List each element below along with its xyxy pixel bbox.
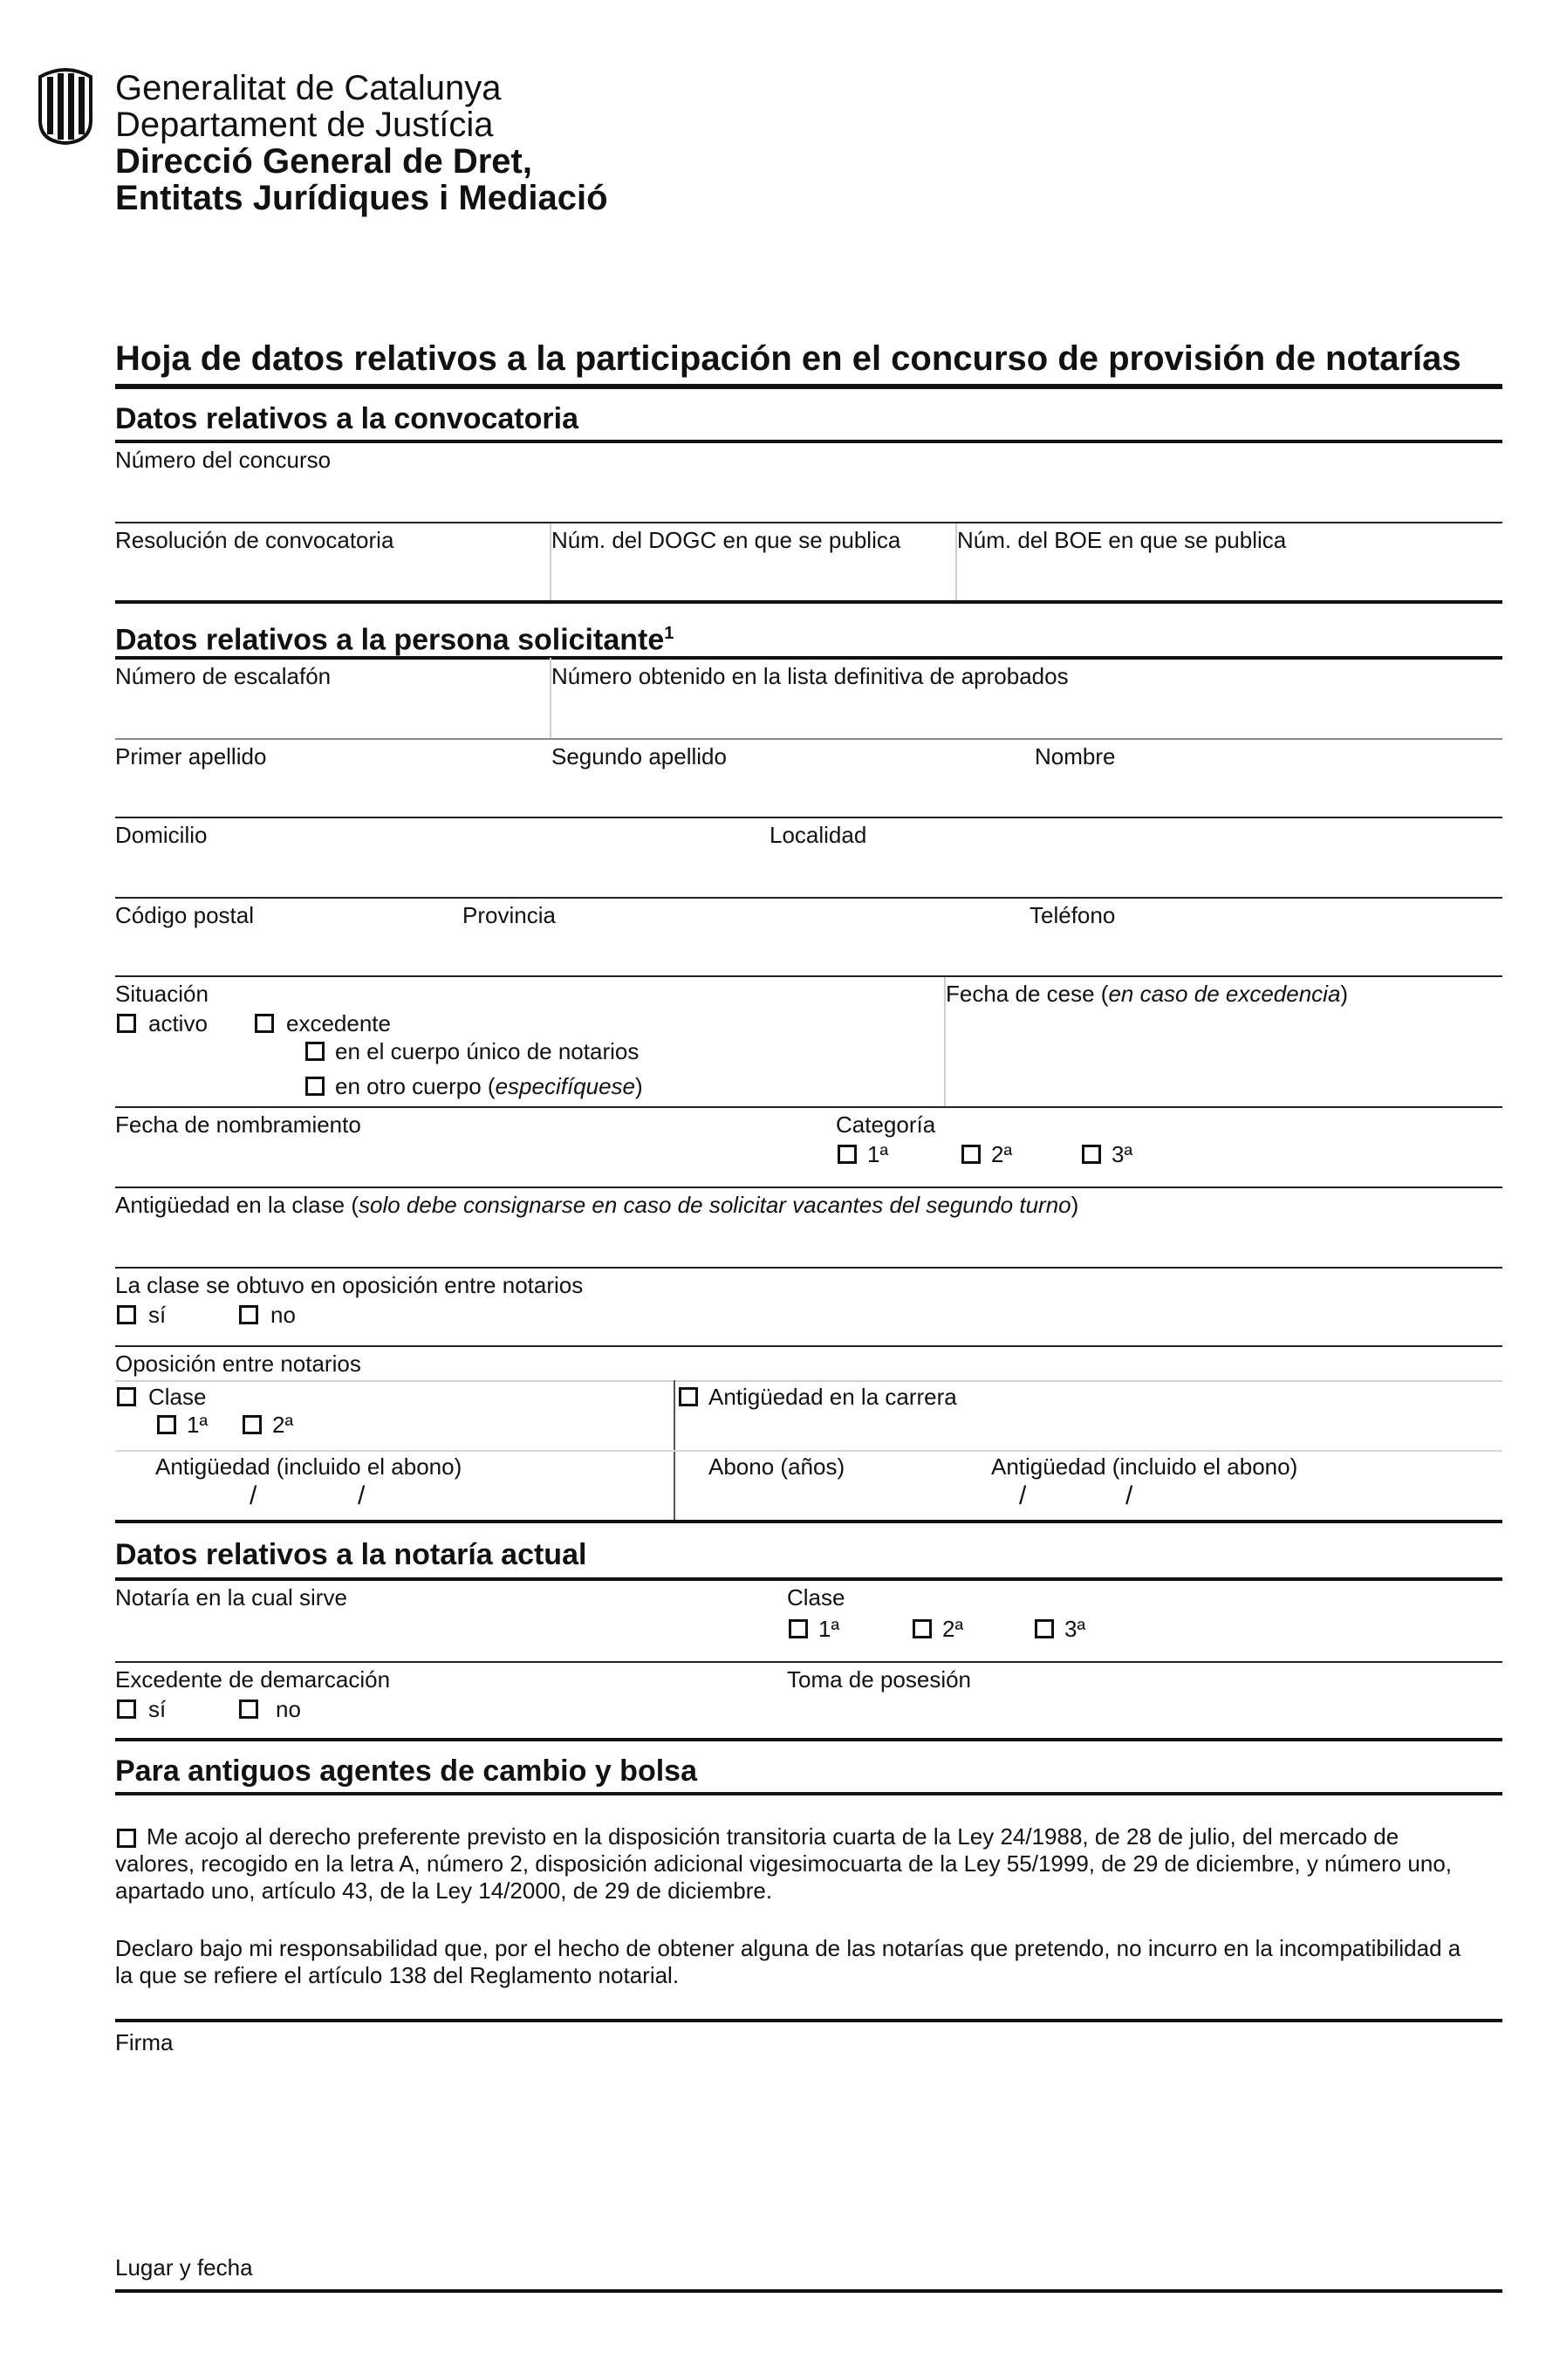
section-rule (115, 2019, 1502, 2022)
provincia-label: Provincia (462, 902, 556, 928)
resolucion-label: Resolución de convocatoria (115, 527, 394, 553)
numero-lista-label: Número obtenido en la lista definitiva de aprobados (551, 663, 1069, 689)
cuerpo-unico-label: en el cuerpo único de notarios (335, 1038, 640, 1064)
date-slash: / (1019, 1481, 1027, 1510)
field-divider (115, 897, 1502, 899)
nombre-label: Nombre (1035, 743, 1116, 769)
excedente-si-checkbox[interactable] (117, 1700, 136, 1719)
antiguedad-abono-label: Antigüedad (incluido el abono) (155, 1453, 462, 1480)
categoria-label: Categoría (836, 1111, 936, 1138)
field-divider (115, 1345, 1502, 1347)
categoria-2-label: 2ª (991, 1141, 1013, 1167)
primer-apellido-label: Primer apellido (115, 743, 267, 769)
header-line-1: Generalitat de Catalunya (115, 69, 502, 107)
field-divider (115, 1661, 1502, 1663)
field-divider (115, 1106, 1502, 1108)
numero-concurso-label: Número del concurso (115, 447, 332, 473)
fecha-cese-label: Fecha de cese (en caso de excedencia) (946, 981, 1349, 1007)
section-convocatoria-heading: Datos relativos a la convocatoria (115, 402, 578, 435)
oposicion-no-checkbox[interactable] (239, 1305, 258, 1324)
clase-label: Clase (148, 1384, 207, 1410)
section-rule (115, 656, 1502, 660)
activo-checkbox[interactable] (117, 1014, 136, 1033)
abono-anos-label: Abono (años) (708, 1453, 845, 1480)
acojo-text: Me acojo al derecho preferente previsto en la disposición transitoria cuarta de la Ley 24/1988, de 28 de julio, del mercado de valores, recogido en la letra A, número 2, disposición adicional vigesimocuarta de la Ley 55/1999, de 29 de diciembre, y número uno, apartado uno, artículo 43, de la Ley 14/2000, de 29 de diciembre. (115, 1823, 1453, 1904)
notaria-clase-1-label: 1ª (818, 1616, 840, 1642)
notaria-clase-2-checkbox[interactable] (913, 1619, 932, 1638)
field-divider (115, 522, 1502, 523)
excedente-no-checkbox[interactable] (239, 1700, 258, 1719)
clase-1-checkbox[interactable] (157, 1415, 176, 1434)
antiguedad-clase-note: solo debe consignarse en caso de solicitar vacantes del segundo turno (358, 1192, 1071, 1218)
field-divider (115, 1187, 1502, 1188)
boe-label: Núm. del BOE en que se publica (957, 527, 1287, 553)
lugar-fecha-label: Lugar y fecha (115, 2254, 253, 2281)
cuerpo-unico-checkbox[interactable] (305, 1042, 325, 1061)
notaria-clase-3-checkbox[interactable] (1035, 1619, 1054, 1638)
notaria-sirve-label: Notaría en la cual sirve (115, 1584, 347, 1611)
oposicion-si-checkbox[interactable] (117, 1305, 136, 1324)
field-divider (115, 817, 1502, 818)
excedente-no-label: no (276, 1696, 301, 1722)
clase-checkbox[interactable] (117, 1387, 136, 1406)
excedente-demarcacion-label: Excedente de demarcación (115, 1666, 391, 1693)
excedente-checkbox[interactable] (255, 1014, 274, 1033)
section-notaria-heading: Datos relativos a la notaría actual (115, 1538, 587, 1571)
toma-posesion-label: Toma de posesión (787, 1666, 972, 1693)
antiguedad-carrera-label: Antigüedad en la carrera (708, 1384, 957, 1410)
notaria-clase-label: Clase (787, 1584, 845, 1611)
title-rule (115, 384, 1502, 389)
situacion-label: Situación (115, 981, 209, 1007)
clase-2-label: 2ª (272, 1412, 294, 1438)
otro-cuerpo-label: en otro cuerpo (especifíquese) (335, 1073, 643, 1099)
section-agentes-heading: Para antiguos agentes de cambio y bolsa (115, 1754, 697, 1788)
clase-2-checkbox[interactable] (243, 1415, 262, 1434)
oposicion-notarios-label: Oposición entre notarios (115, 1351, 361, 1377)
categoria-3-label: 3ª (1112, 1141, 1133, 1167)
escalafon-label: Número de escalafón (115, 663, 332, 689)
antiguedad-abono-2-label: Antigüedad (incluido el abono) (991, 1453, 1298, 1480)
footnote-mark: 1 (664, 624, 674, 643)
firma-label: Firma (115, 2029, 174, 2055)
field-divider (115, 1267, 1502, 1269)
bottom-rule (115, 2289, 1502, 2293)
section-rule (115, 600, 1502, 604)
section-solicitante-heading: Datos relativos a la persona solicitante$^1$ (115, 623, 674, 657)
notaria-clase-1-checkbox[interactable] (789, 1619, 808, 1638)
section-rule (115, 1792, 1502, 1795)
dogc-label: Núm. del DOGC en que se publica (551, 527, 901, 553)
notaria-clase-3-label: 3ª (1064, 1616, 1086, 1642)
codigo-postal-label: Código postal (115, 902, 254, 928)
field-divider (115, 1450, 1502, 1452)
page-title: Hoja de datos relativos a la participación en el concurso de provisión de notarías (115, 339, 1461, 378)
telefono-label: Teléfono (1030, 902, 1116, 928)
generalitat-logo (35, 68, 96, 145)
categoria-2-checkbox[interactable] (961, 1145, 981, 1164)
header-line-4: Entitats Jurídiques i Mediació (115, 179, 608, 217)
notaria-clase-2-label: 2ª (942, 1616, 964, 1642)
categoria-1-label: 1ª (867, 1141, 889, 1167)
header-line-2: Departament de Justícia (115, 106, 494, 144)
caso-excedencia-note: en caso de excedencia (1108, 981, 1341, 1007)
oposicion-no-label: no (270, 1302, 296, 1328)
localidad-label: Localidad (770, 822, 867, 848)
clase-oposicion-label: La clase se obtuvo en oposición entre notarios (115, 1272, 584, 1298)
section-rule (115, 440, 1502, 443)
field-divider (115, 1380, 1502, 1382)
date-slash: / (1125, 1481, 1133, 1510)
clase-1-label: 1ª (187, 1412, 209, 1438)
domicilio-label: Domicilio (115, 822, 208, 848)
oposicion-si-label: sí (148, 1302, 167, 1328)
activo-label: activo (148, 1010, 208, 1036)
antiguedad-clase-label: Antigüedad en la clase (solo debe consignarse en caso de solicitar vacantes del segundo turno) (115, 1192, 1079, 1218)
section-rule (115, 1520, 1502, 1523)
otro-cuerpo-checkbox[interactable] (305, 1077, 325, 1096)
date-slash: / (358, 1481, 366, 1510)
header-line-3: Direcció General de Dret, (115, 142, 532, 181)
section-rule (115, 1738, 1502, 1741)
field-divider (115, 738, 1502, 740)
antiguedad-carrera-checkbox[interactable] (679, 1387, 698, 1406)
date-slash: / (250, 1481, 257, 1510)
fecha-nombramiento-label: Fecha de nombramiento (115, 1111, 361, 1138)
categoria-1-checkbox[interactable] (838, 1145, 857, 1164)
especifiquese-note: especifíquese (495, 1073, 636, 1099)
field-divider (115, 975, 1502, 977)
excedente-label: excedente (286, 1010, 391, 1036)
declaro-text: Declaro bajo mi responsabilidad que, por el hecho de obtener alguna de las notarías que pretendo, no incurro en la incompatibilidad a la que se refiere el artículo 138 del Reglamento notarial. (115, 1935, 1461, 1988)
section-rule (115, 1577, 1502, 1581)
generalitat-logo-icon (35, 68, 96, 145)
categoria-3-checkbox[interactable] (1082, 1145, 1101, 1164)
excedente-si-label: sí (148, 1696, 167, 1722)
segundo-apellido-label: Segundo apellido (551, 743, 727, 769)
